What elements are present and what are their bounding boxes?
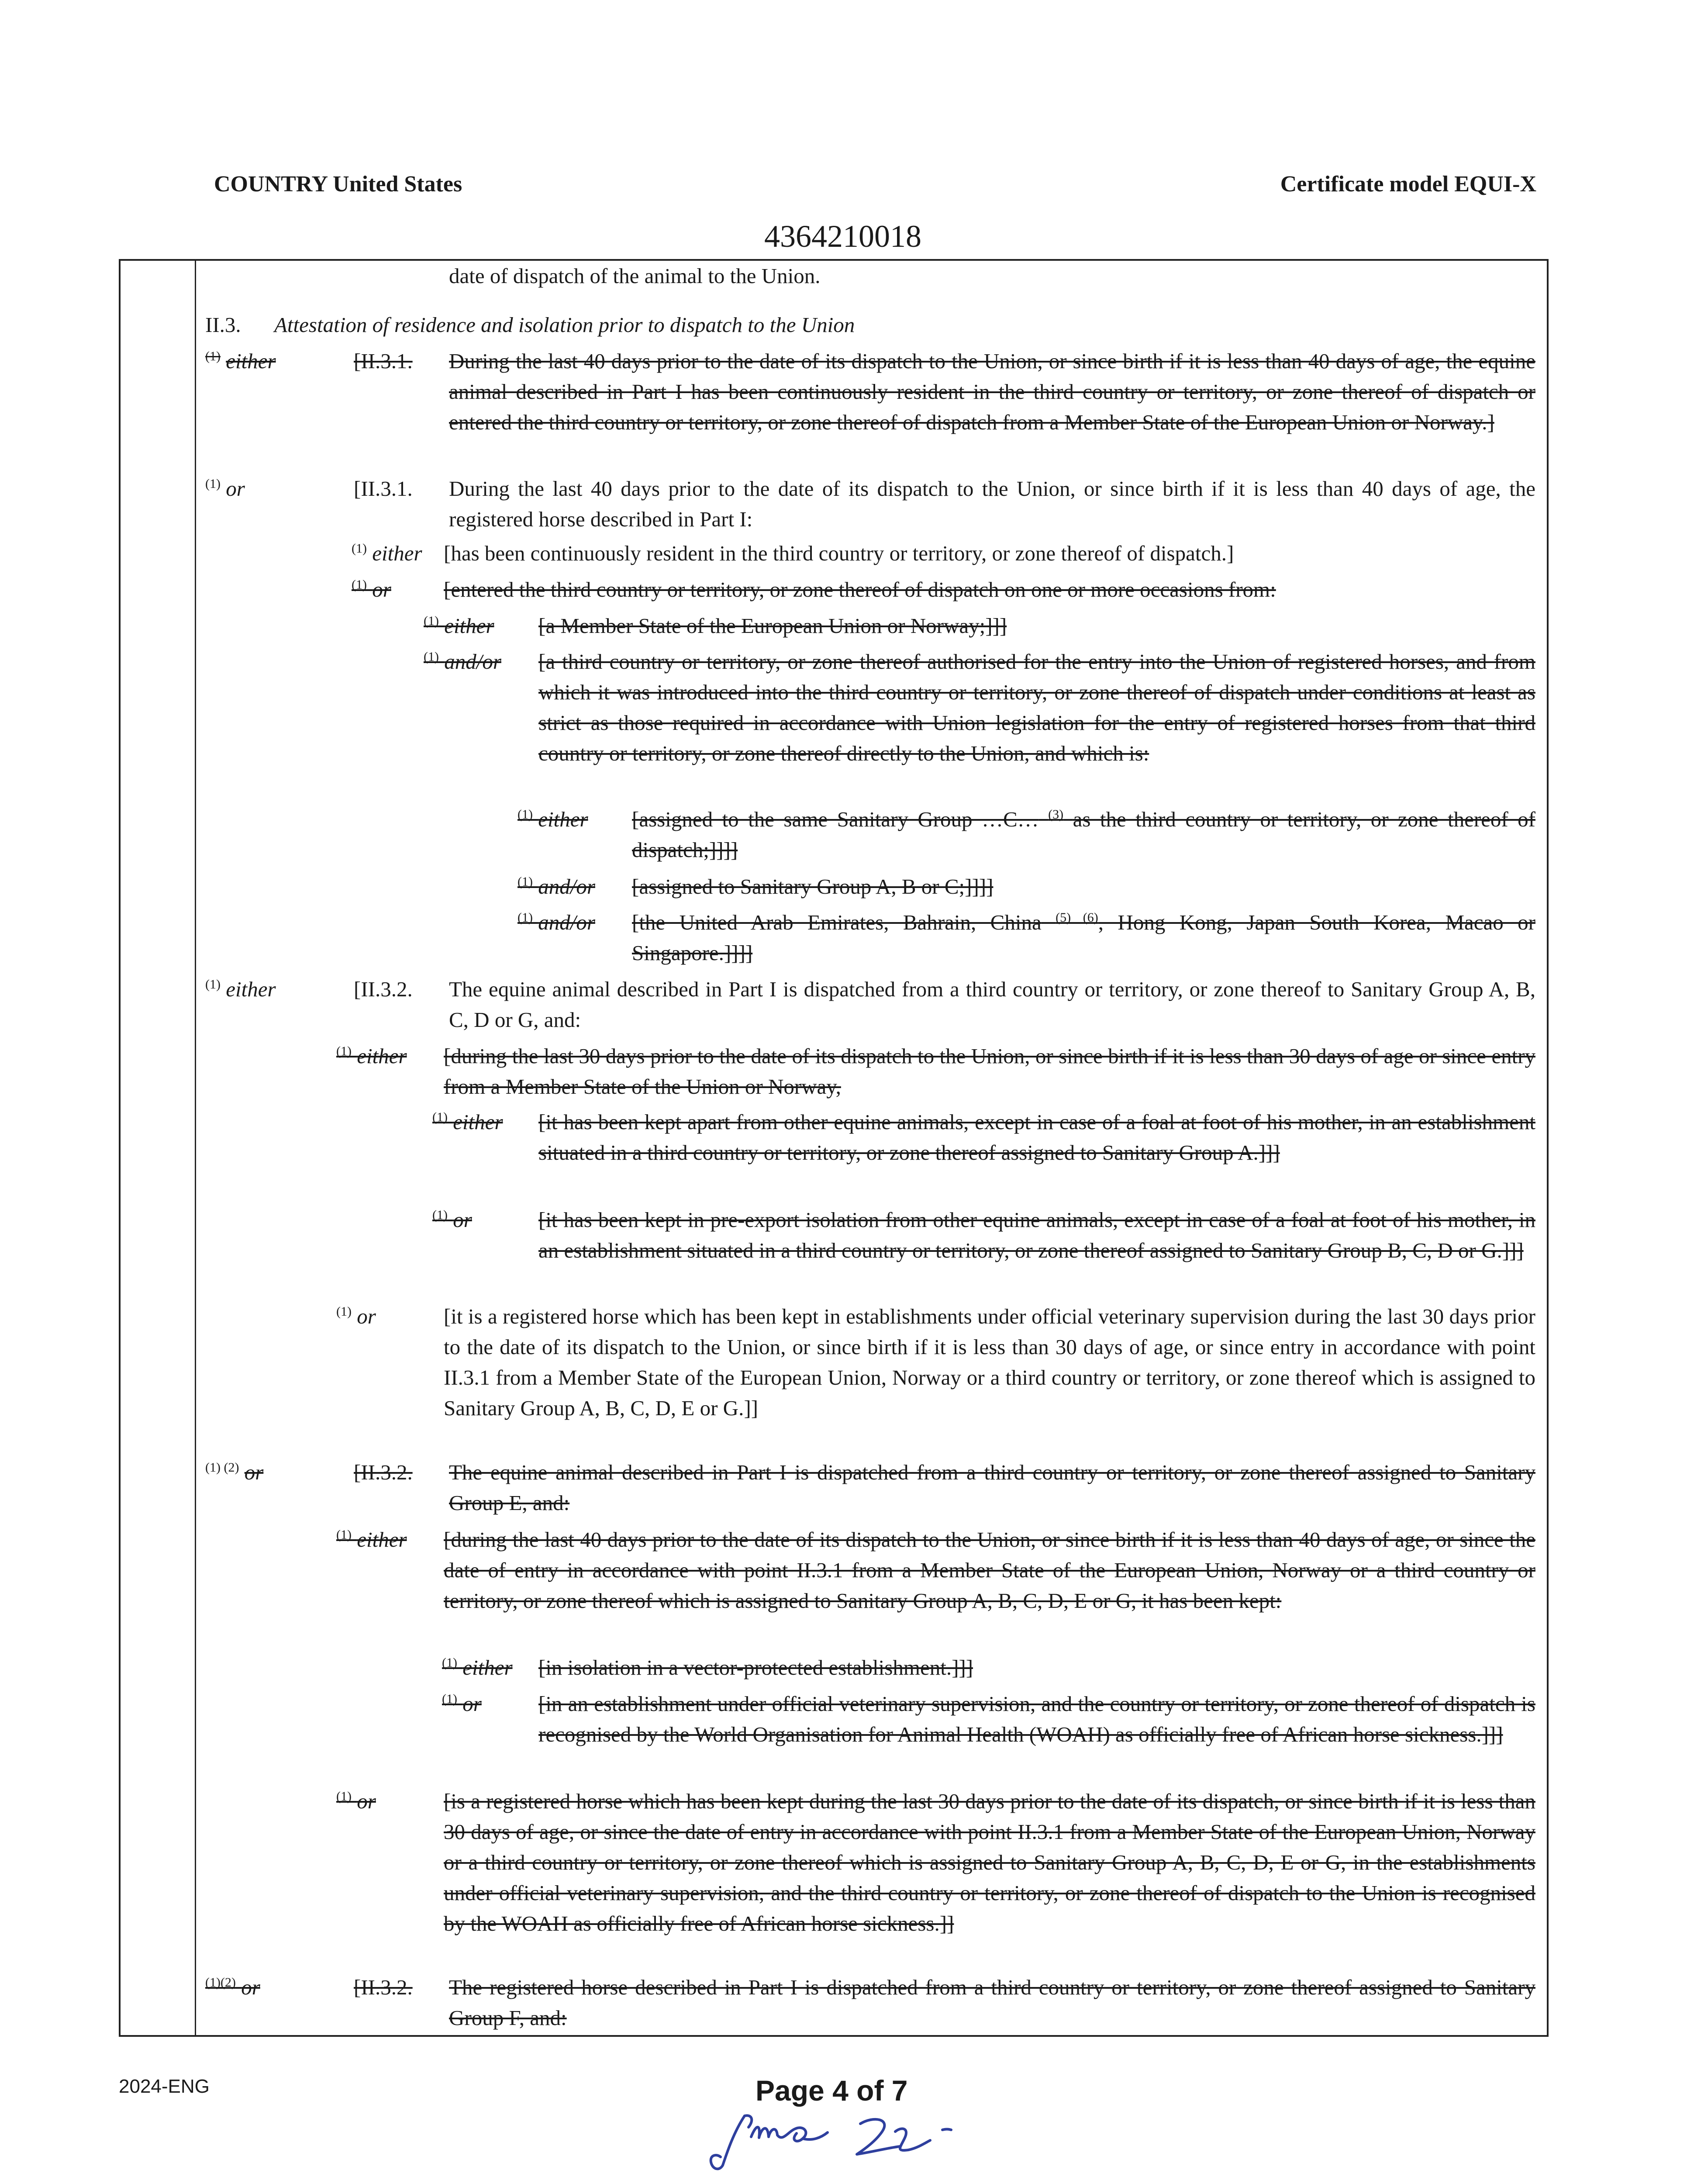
block3a1-text: [it has been kept apart from other equine animals, except in case of a foal at foot of his mother, in an establishment situated in a third country or territory, or zone thereof assigned to Sanitary Group A.]]] (538, 1110, 1535, 1165)
block2b1-marker: $^{(1)}$ either (424, 614, 494, 638)
block2b2b-text: [assigned to Sanitary Group A, B or C;]]]] (632, 874, 994, 898)
certificate-number: 4364210018 (764, 219, 921, 254)
continuation-text: date of dispatch of the animal to the Union. (449, 264, 821, 288)
block3a2-marker: $^{(1)}$ or (432, 1208, 472, 1232)
block5-text: The registered horse described in Part I is dispatched from a third country or territory, or zone thereof assigned to Sanitary Group F, and: (449, 1975, 1535, 2030)
block2b2c-marker: $^{(1)}$ and/or (517, 910, 595, 934)
country-value: United States (333, 172, 462, 197)
page-number: Page 4 of 7 (756, 2074, 908, 2107)
block3a1-marker: $^{(1)}$ either (432, 1110, 503, 1134)
section-number: II.3. (205, 313, 241, 337)
block2-ref: [II.3.1. (354, 477, 413, 501)
block2-text: During the last 40 days prior to the date of its dispatch to the Union, or since birth if it is less than 40 days of age, the registered horse described in Part I: (449, 477, 1535, 531)
certificate-model-value: EQUI-X (1454, 172, 1536, 197)
block3a-text: [during the last 30 days prior to the date of its dispatch to the Union, or since birth if it is less than 30 days of age or since entry from a Member State of the Union or Norway, (444, 1044, 1535, 1099)
left-column-divider (195, 261, 196, 2035)
block4a2-text: [in an establishment under official veterinary supervision, and the country or territory, or zone thereof of dispatch is recognised by the World Organisation for Animal Health (WOAH) as officially free of African horse sickness.]]] (538, 1692, 1535, 1746)
block2b2b-marker: $^{(1)}$ and/or (517, 874, 595, 898)
certificate-model-header: Certificate model EQUI-X (1280, 172, 1536, 197)
block4-marker: $^{(1) (2)}$ or (205, 1460, 264, 1484)
block2-marker: $^{(1)}$ or (205, 477, 245, 501)
block3-ref: [II.3.2. (354, 977, 413, 1001)
block4a2-marker: $^{(1)}$ or (442, 1692, 482, 1716)
block5-ref: [II.3.2. (354, 1975, 413, 1999)
block3-text: The equine animal described in Part I is dispatched from a third country or territory, or zone thereof to Sanitary Group A, B, C, D or G, and: (449, 977, 1535, 1032)
block4b-text: [is a registered horse which has been kept during the last 30 days prior to the date of its dispatch, or since birth if it is less than 30 days of age, or since the date of entry in accordance with point II.3.1 from a Member State of the European Union, Norway or a third country or territory, or zone thereof which is assigned to Sanitary Group A, B, C, D, E or G, in the establishments under official veterinary supervision, and the third country or territory, or zone thereof of dispatch to the Union is recognised by the WOAH as officially free of African horse sickness.]] (444, 1789, 1535, 1935)
block1-text: During the last 40 days prior to the date of its dispatch to the Union, or since birth if it is less than 40 days of age, the equine animal described in Part I has been continuously resident in the third country or territory, or zone thereof of dispatch or entered the third country or territory, or zone thereof of dispatch from a Member State of the European Union or Norway.] (449, 349, 1535, 434)
block4-ref: [II.3.2. (354, 1460, 413, 1484)
block3a-marker: $^{(1)}$ either (336, 1044, 407, 1068)
block2a-text: [has been continuously resident in the third country or territory, or zone thereof of dispatch.] (444, 541, 1234, 565)
block2b1-text: [a Member State of the European Union or Norway;]]] (538, 614, 1007, 638)
block4a1-text: [in isolation in a vector-protected establishment.]]] (538, 1655, 973, 1679)
edition-code: 2024-ENG (119, 2076, 210, 2097)
block2b2-marker: $^{(1)}$ and/or (424, 650, 501, 674)
block4a-text: [during the last 40 days prior to the date of its dispatch to the Union, or since birth if it is less than 40 days of age, or since the date of entry in accordance with point II.3.1 from a Member State of the European Union, Norway or a third country or territory, or zone thereof which is assigned to Sanitary Group A, B, C, D, E or G, it has been kept: (444, 1527, 1535, 1613)
block4a1-marker: $^{(1)}$ either (442, 1655, 513, 1679)
block4-text: The equine animal described in Part I is dispatched from a third country or territory, or zone thereof assigned to Sanitary Group E, and: (449, 1460, 1535, 1515)
block2b2-text: [a third country or territory, or zone thereof authorised for the entry into the Union of registered horses, and from which it was introduced into the third country or territory, or zone thereof of dispatch under conditions at least as strict as those required in accordance with Union legislation for the entry of registered horses from that third country or territory, or zone thereof directly to the Union, and which is: (538, 650, 1535, 765)
block3-marker: $^{(1)}$ either (205, 977, 276, 1001)
country-header: COUNTRY United States (214, 172, 462, 197)
section-title: Attestation of residence and isolation prior to dispatch to the Union (274, 313, 855, 337)
block3a2-text: [it has been kept in pre-export isolation from other equine animals, except in case of a foal at foot of his mother, in an establishment situated in a third country or territory, or zone thereof assigned to Sanitary Group B, C, D or G.]]] (538, 1208, 1535, 1262)
block2a-marker: $^{(1)}$ either (352, 541, 422, 565)
block2b2c-text: [the United Arab Emirates, Bahrain, China $^{(5) (6)}$, Hong Kong, Japan South Korea, Macao or Singapore.]]]] (632, 910, 1535, 965)
block2b2a-marker: $^{(1)}$ either (517, 807, 588, 831)
block4b-marker: $^{(1)}$ or (336, 1789, 376, 1813)
block5-marker: $^{(1)(2)}$ or (205, 1975, 260, 1999)
block3b-marker: $^{(1)}$ or (336, 1304, 376, 1328)
block2b-text: [entered the third country or territory, or zone thereof of dispatch on one or more occasions from: (444, 577, 1276, 601)
block2b-marker: $^{(1)}$ or (352, 577, 391, 601)
block1-ref: [II.3.1. (354, 349, 413, 373)
block1-marker: $^{(1)}$ either (205, 349, 276, 373)
block4a-marker: $^{(1)}$ either (336, 1527, 407, 1552)
signature-strokes (711, 2115, 951, 2169)
block2b2a-text: [assigned to the same Sanitary Group …C… $^{(3)}$ as the third country or territory, or zone thereof of dispatch;]]]] (632, 807, 1535, 862)
handwritten-signature (703, 2106, 983, 2172)
block3b-text: [it is a registered horse which has been kept in establishments under official veterinary supervision during the last 30 days prior to the date of its dispatch to the Union, or since birth if it is less than 30 days of age, or since entry in accordance with point II.3.1 from a Member State of the European Union, Norway or a third country or territory, or zone thereof which is assigned to Sanitary Group A, B, C, D, E or G.]] (444, 1304, 1535, 1420)
